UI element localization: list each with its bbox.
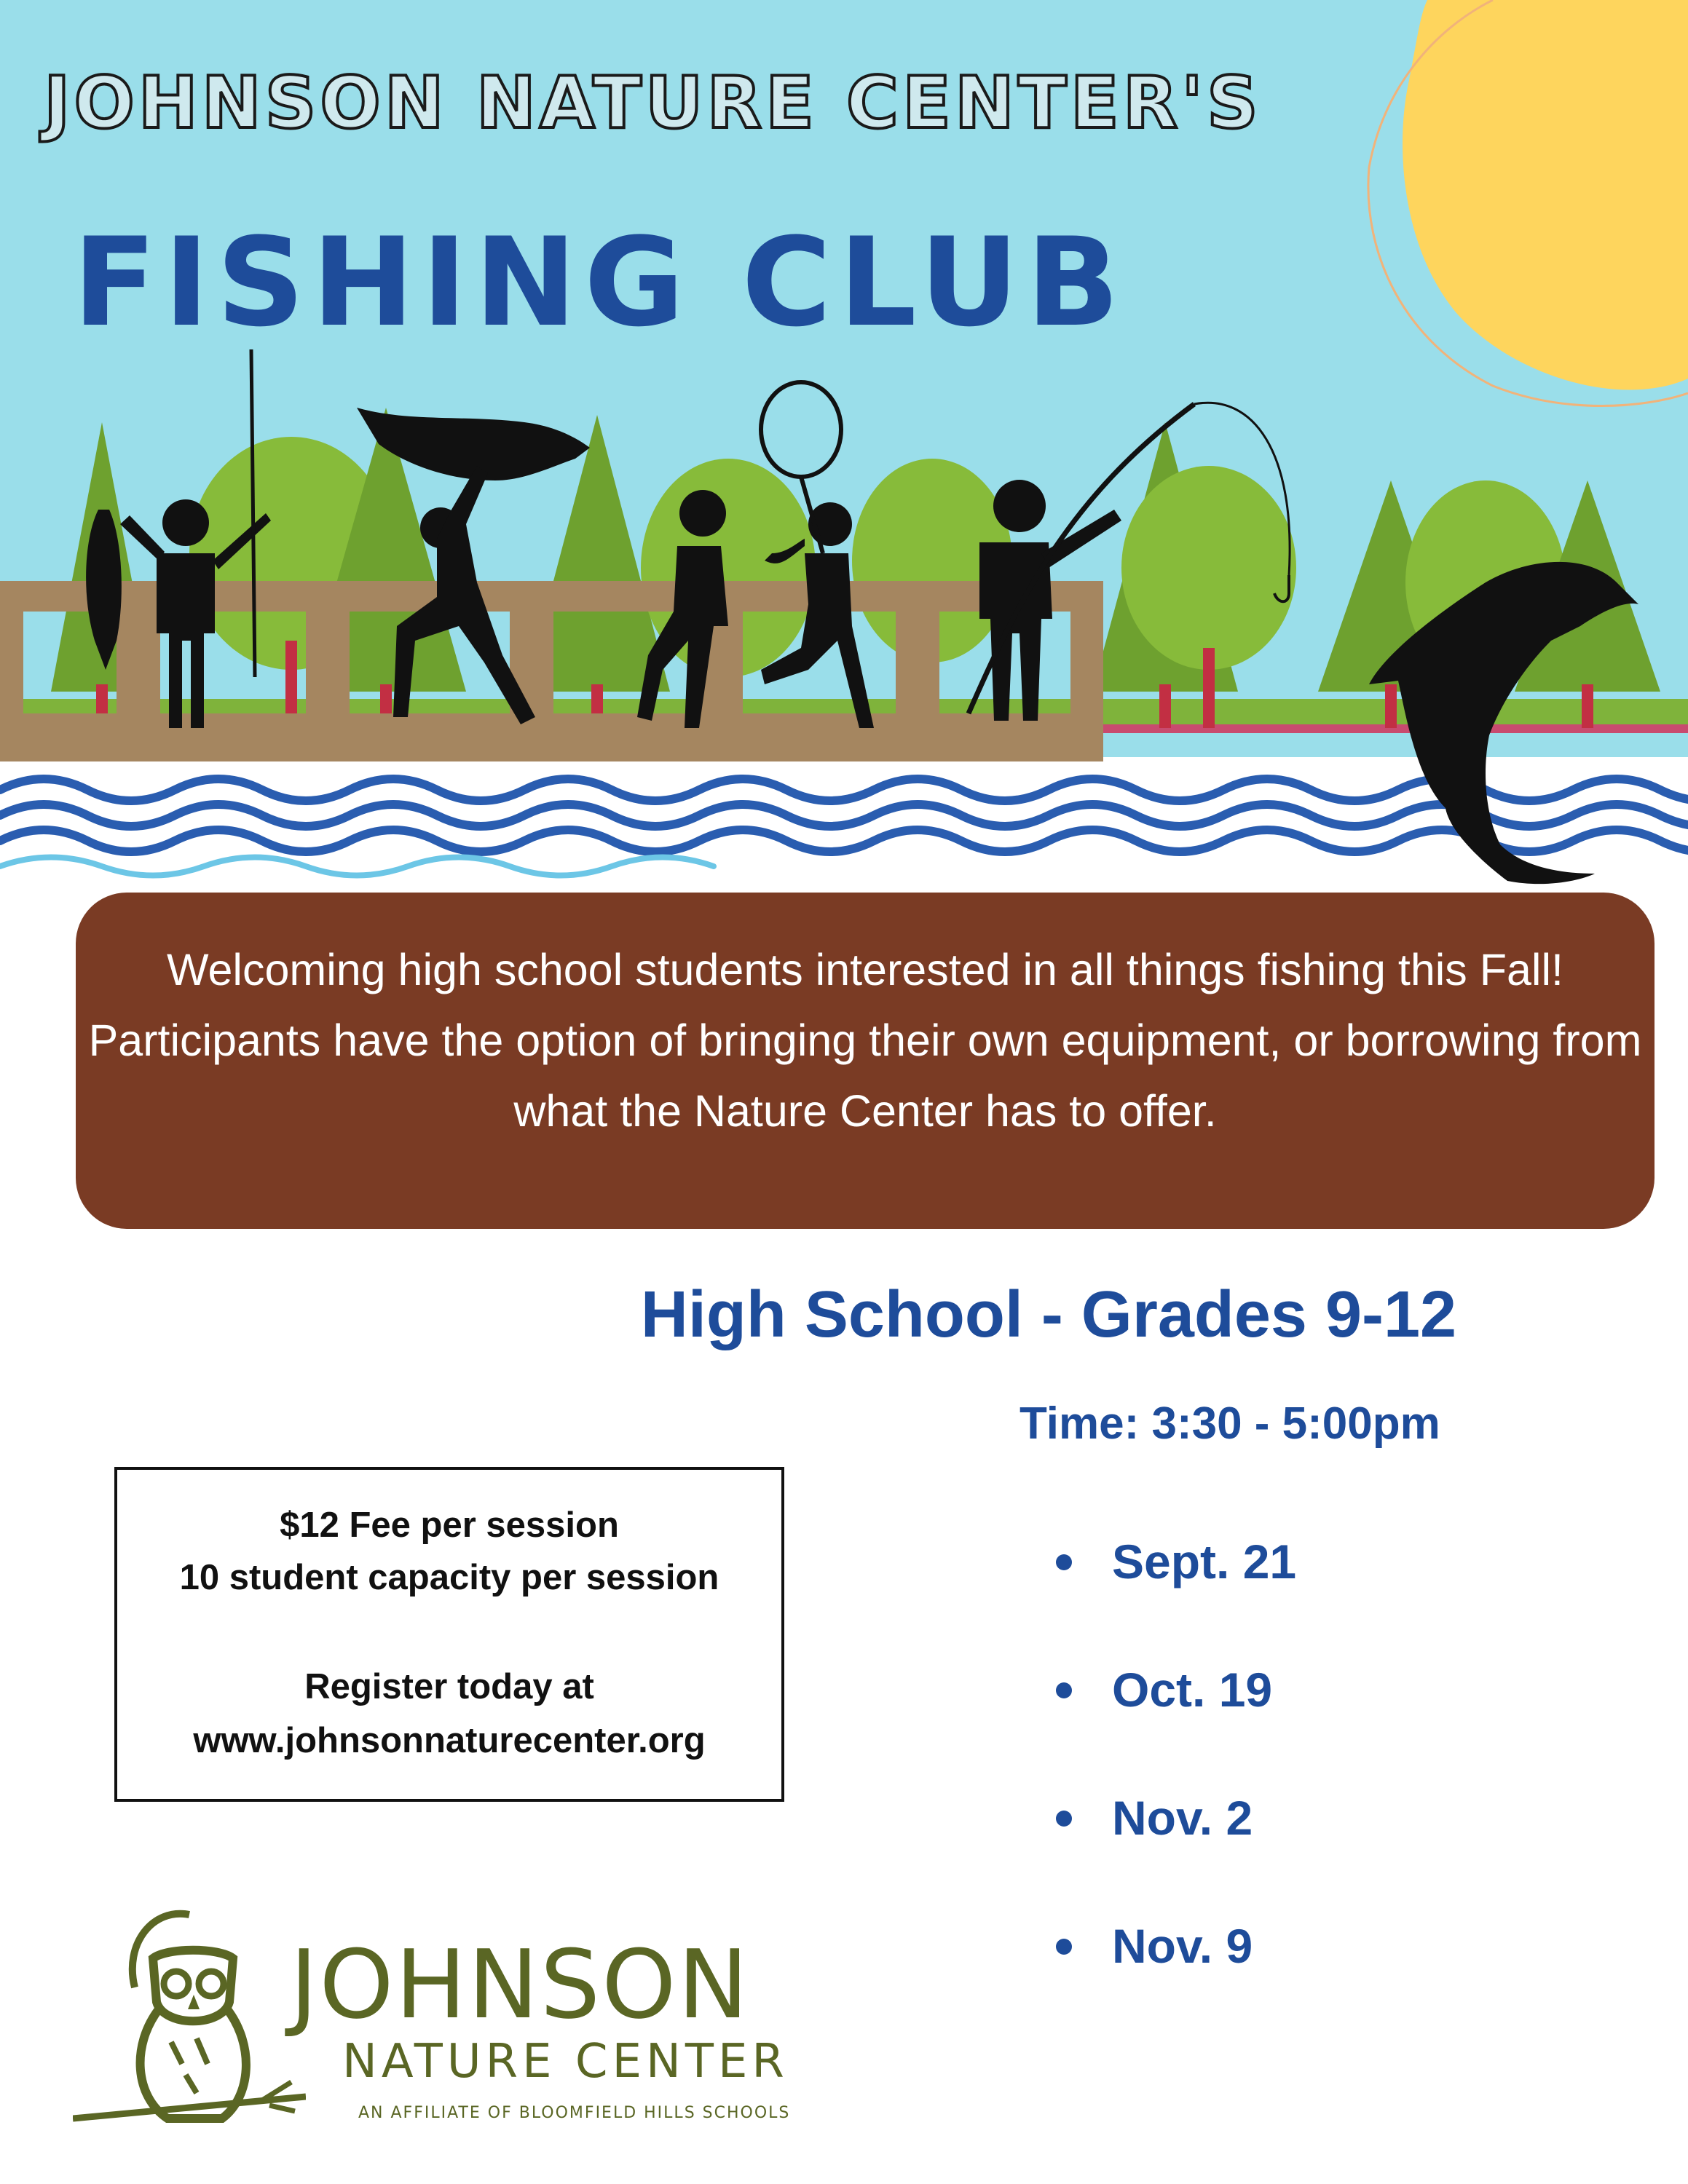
capacity-text: 10 student capacity per session (179, 1558, 719, 1597)
list-item (1056, 1917, 1566, 2045)
session-date: Nov. 9 (1112, 1919, 1253, 1973)
bullet-icon (1056, 1554, 1072, 1570)
session-date: Sept. 21 (1112, 1535, 1297, 1588)
list-item (1056, 1532, 1566, 1661)
owl-logo-icon (73, 1900, 306, 2140)
description-text: Welcoming high school students interested in all things fishing this Fall! Participants have the option of bringing their own equipment, or borrowing from what the Nature Center has to offer. (88, 945, 1642, 1136)
list-item (1056, 1789, 1566, 1917)
session-time: Time: 3:30 - 5:00pm (1019, 1398, 1440, 1449)
session-date: Oct. 19 (1112, 1663, 1273, 1717)
page-title: FISHING CLUB (73, 211, 1127, 354)
session-date: Nov. 2 (1112, 1791, 1253, 1845)
bullet-icon (1056, 1811, 1072, 1827)
register-label: Register today at (304, 1667, 594, 1706)
logo-name: JOHNSON (290, 1929, 750, 2040)
register-url: www.johnsonnaturecenter.org (193, 1721, 706, 1760)
bullet-icon (1056, 1939, 1072, 1955)
logo-affiliate: AN AFFILIATE OF BLOOMFIELD HILLS SCHOOLS (358, 2104, 791, 2122)
fee-text: $12 Fee per session (280, 1506, 619, 1545)
audience-heading: High School - Grades 9-12 (640, 1278, 1457, 1351)
list-item (1056, 1661, 1566, 1789)
info-box (114, 1467, 784, 1802)
header-subtitle: JOHNSON NATURE CENTER'S (44, 62, 1262, 145)
bullet-icon (1056, 1682, 1072, 1698)
logo-subtitle: NATURE CENTER (342, 2035, 789, 2089)
session-dates-list (1056, 1532, 1566, 2045)
